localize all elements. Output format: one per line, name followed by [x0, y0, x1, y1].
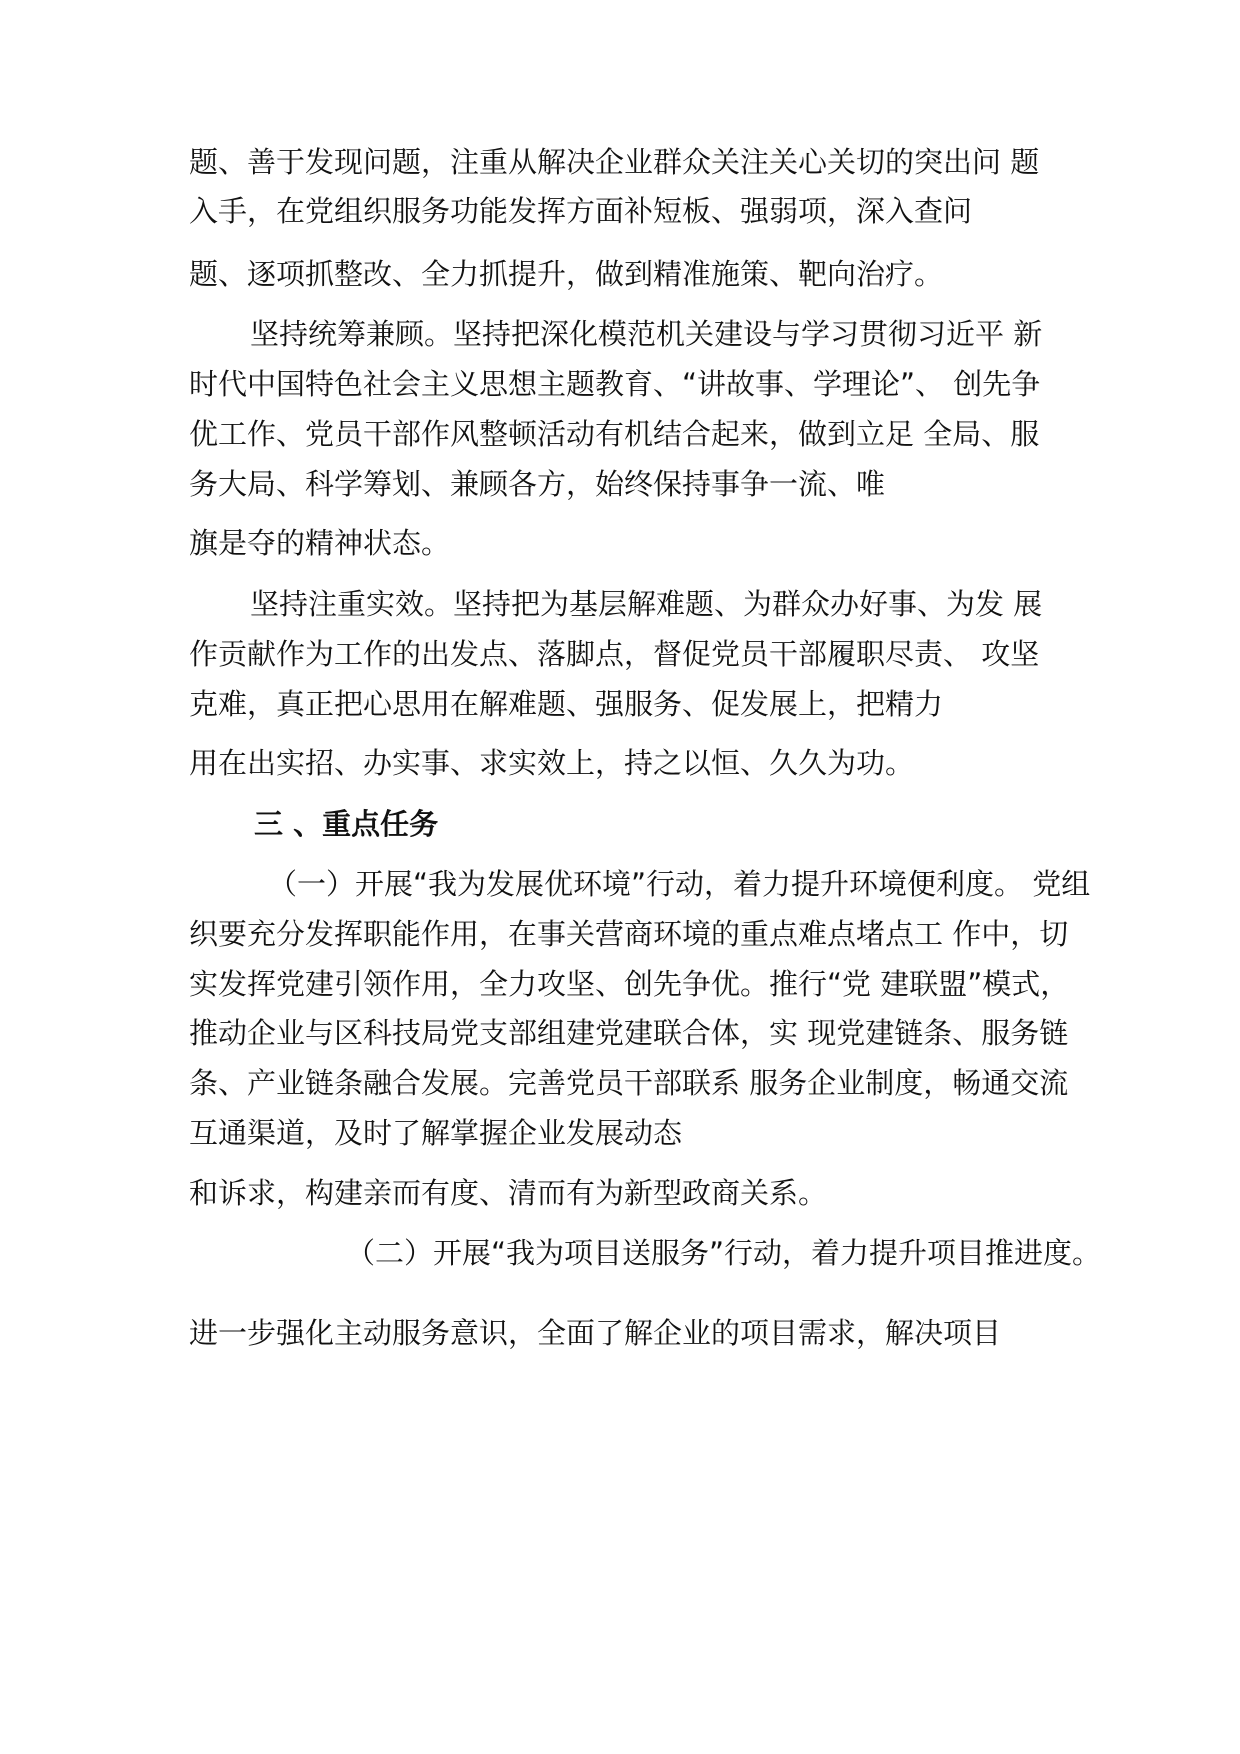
section-heading: 三 、重点任务	[254, 807, 439, 841]
text-line: 互通渠道，及时了解掌握企业发展动态	[189, 1116, 683, 1150]
text-line: 题、善于发现问题，注重从解决企业群众关注关心关切的突出问 题	[189, 145, 1040, 179]
text-line: 用在出实招、办实事、求实效上，持之以恒、久久为功。	[189, 746, 915, 780]
text-line: 作贡献作为工作的出发点、落脚点，督促党员干部履职尽责、 攻坚	[189, 637, 1040, 671]
text-line: 克难，真正把心思用在解难题、强服务、促发展上，把精力	[189, 687, 944, 721]
text-line: 题、逐项抓整改、全力抓提升，做到精准施策、靶向治疗。	[189, 257, 944, 291]
paragraph-start-line: 坚持统筹兼顾。坚持把深化模范机关建设与学习贯彻习近平 新	[250, 317, 1043, 351]
paragraph-start-line: （一）开展“我为发展优环境”行动，着力提升环境便利度。 党组	[268, 867, 1091, 901]
text-line: 实发挥党建引领作用，全力攻坚、创先争优。推行“党 建联盟”模式，	[189, 967, 1070, 1001]
text-line: 旗是夺的精神状态。	[189, 526, 451, 560]
paragraph-start-line: （二）开展“我为项目送服务”行动，着力提升项目推进度。	[346, 1236, 1102, 1270]
text-line: 和诉求，构建亲而有度、清而有为新型政商关系。	[189, 1176, 828, 1210]
text-line: 条、产业链条融合发展。完善党员干部联系 服务企业制度，畅通交流	[189, 1066, 1069, 1100]
text-line: 务大局、科学筹划、兼顾各方，始终保持事争一流、唯	[189, 467, 886, 501]
text-line: 进一步强化主动服务意识，全面了解企业的项目需求，解决项目	[189, 1316, 1002, 1350]
text-line: 推动企业与区科技局党支部组建党建联合体，实 现党建链条、服务链	[189, 1016, 1069, 1050]
text-line: 时代中国特色社会主义思想主题教育、“讲故事、学理论”、 创先争	[189, 367, 1041, 401]
text-line: 入手，在党组织服务功能发挥方面补短板、强弱项，深入查问	[189, 194, 973, 228]
text-line: 织要充分发挥职能作用，在事关营商环境的重点难点堵点工 作中，切	[189, 917, 1069, 951]
text-line: 优工作、党员干部作风整顿活动有机结合起来，做到立足 全局、服	[189, 417, 1040, 451]
paragraph-start-line: 坚持注重实效。坚持把为基层解难题、为群众办好事、为发 展	[250, 587, 1043, 621]
